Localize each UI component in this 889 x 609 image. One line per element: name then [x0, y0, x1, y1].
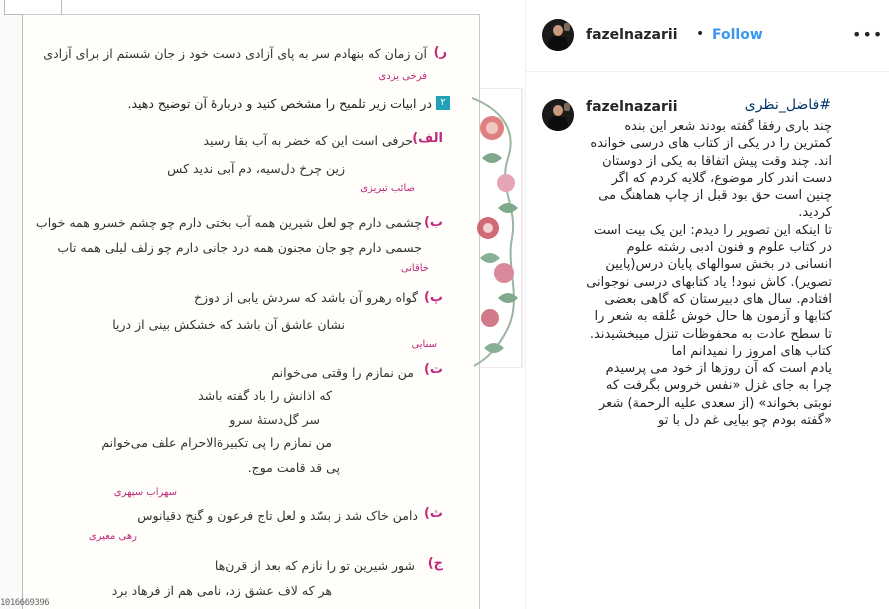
- item-te-line-4: من نمازم را پی تکبیرةالاحرام علف می‌خوانم: [101, 435, 332, 450]
- question-number-badge: ۲: [436, 96, 450, 110]
- caption-paragraph-1: چند باری رفقا گفته بودند شعر این بنده کمترین را در یکی از کتاب های درسی خوانده اند. چند وقت پیش اتفاقا به یکی از دوستان دست اندر کار موضوع، گلایه کردم که اگر چنین است حق بود قبل از چاپ هماهنگ می کردید.: [590, 119, 832, 221]
- item-te-label: ت): [423, 362, 443, 377]
- image-id-strip: 1016669396: [0, 598, 50, 608]
- item-te-line-2: که اذانش را باد گفته باشد: [198, 388, 332, 403]
- post-side-panel: [525, 0, 889, 609]
- facing-page-tab: [4, 0, 62, 15]
- question-2-text: در ابیات زیر تلمیح را مشخص کنید و دربارهٔ آن توضیح دهید.: [127, 96, 432, 111]
- item-pe-poet: سنایی: [411, 339, 437, 350]
- item-ra-poet: فرخی یزدی: [378, 71, 427, 82]
- item-alef-label: الف): [412, 131, 443, 146]
- more-options-icon[interactable]: •••: [852, 25, 884, 44]
- item-alef-line-1: حرفی است این که خضر به آب بقا رسید: [203, 133, 413, 148]
- caption-paragraph-3: یادم است که آن روزها از خود می پرسیدم چرا به جای غزل «نفس خروس بگرفت که نوبتی بخواند» (از سعدی علیه الرحمة) شعر «گفته بودم چو بیایی غم دل با تو: [599, 361, 832, 429]
- avatar-ring: [542, 19, 574, 51]
- item-te-line-1: من نمازم را وقتی می‌خوانم: [271, 365, 414, 380]
- item-pe-line-1: گواه رهرو آن باشد که سردش یابی از دوزخ: [193, 290, 418, 305]
- item-jim-line-2: هر که لاف عشق زد، نامی هم از فرهاد برد: [111, 583, 332, 598]
- item-se-label: ث): [423, 506, 443, 521]
- item-be-line-2: جسمی دارم چو جان مجنون همه درد جانی دارم چو زلف لیلی همه تاب: [57, 240, 422, 255]
- facing-page-edge: [0, 0, 22, 609]
- item-se-poet: رهی معیری: [88, 531, 137, 542]
- item-pe-label: پ): [423, 290, 443, 305]
- item-te-line-3: سر گل‌دستهٔ سرو: [229, 412, 320, 427]
- item-be-poet: خاقانی: [400, 263, 429, 274]
- item-te-line-5: پی قد قامت موج.: [247, 460, 340, 475]
- item-jim-label: ج): [427, 556, 443, 571]
- item-pe-line-2: نشان عاشق آن باشد که خشکش بینی از دریا: [112, 317, 345, 332]
- caption-username-link[interactable]: fazelnazarii: [586, 99, 678, 115]
- caption-avatar[interactable]: [542, 99, 574, 131]
- floral-ornament: [468, 88, 524, 368]
- item-alef-poet: صائب تبریزی: [360, 183, 415, 194]
- item-ra-line: آن زمان که بنهادم سر به پای آزادی دست خود ز جان شستم از برای آزادی: [43, 46, 427, 61]
- username-link[interactable]: fazelnazarii: [586, 27, 678, 43]
- caption-paragraph-2: تا اینکه این تصویر را دیدم: این یک بیت است در کتاب علوم و فنون ادبی رشته علوم انسانی در بخش سوالهای پایان درس(پایین تصویر). کاش نبود! یاد کتابهای درسی نوجوانی افتادم. سال های دبیرستان که گاهی بعضی کتابها و آزمون ها حال خوش عُلقه به شعر را تا سطح عادت به محفوظات تنزل میبخشیدند. کتاب های امروز را نمیدانم اما: [586, 222, 832, 359]
- item-alef-line-2: زین چرخ دل‌سیه، دم آبی ندید کس: [167, 161, 345, 176]
- item-ra-label: ر): [433, 45, 447, 60]
- item-be-line-1: چشمی دارم چو لعل شیرین همه آب بختی دارم چو چشم خسرو همه خواب: [35, 215, 422, 230]
- item-se-line: دامن خاک شد ز بسّد و لعل تاج فرعون و گنج دقیانوس: [137, 508, 418, 523]
- post-header: [526, 0, 889, 72]
- item-te-poet: سهراب سپهری: [113, 487, 177, 498]
- caption-text: [586, 118, 832, 429]
- follow-button[interactable]: Follow: [712, 27, 763, 43]
- separator-dot: •: [696, 26, 705, 42]
- item-jim-line-1: شور شیرین تو را نازم که بعد از قرن‌ها: [214, 558, 415, 573]
- avatar[interactable]: [542, 19, 574, 51]
- item-be-label: ب): [423, 215, 443, 230]
- caption-hashtag-link[interactable]: #فاضل_نظری: [744, 97, 831, 113]
- avatar-ring: [542, 99, 574, 131]
